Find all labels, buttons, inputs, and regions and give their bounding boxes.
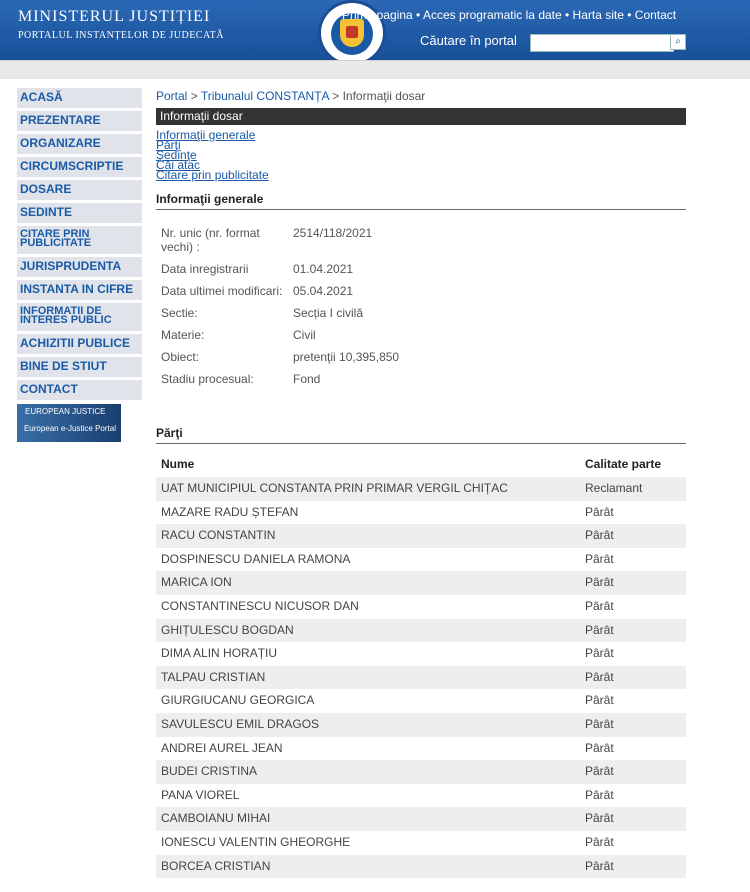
table-row [156, 477, 686, 501]
party-role: Pârât [585, 528, 614, 543]
party-name: BORCEA CRISTIAN [161, 858, 271, 873]
party-name: ANDREI AUREL JEAN [161, 740, 283, 755]
info-row [161, 350, 681, 364]
info-value: 2514/118/2021 [293, 226, 373, 240]
table-row [156, 713, 686, 737]
search-input[interactable] [530, 34, 674, 52]
table-row [156, 619, 686, 643]
info-value: pretenţii 10,395,850 [293, 350, 400, 364]
nav-instanta-in-cifre[interactable]: INSTANTA IN CIFRE [17, 280, 142, 300]
info-value: Fond [293, 372, 321, 386]
party-name: DOSPINESCU DANIELA RAMONA [161, 551, 351, 566]
search-label: Căutare în portal [420, 33, 517, 48]
party-name: MAZARE RADU ȘTEFAN [161, 504, 299, 519]
header-strip [0, 60, 750, 79]
table-row [156, 501, 686, 525]
info-row [161, 262, 681, 276]
parties-table [156, 457, 686, 878]
nav-jurisprudenta[interactable]: JURISPRUDENTA [17, 257, 142, 277]
nav-achizitii[interactable]: ACHIZITII PUBLICE [17, 334, 142, 354]
nav-organizare[interactable]: ORGANIZARE [17, 134, 142, 154]
link-prima-pagina[interactable]: Prima pagina [342, 8, 413, 22]
party-role: Pârât [585, 787, 614, 802]
site-header [0, 0, 750, 60]
info-label: Data inregistrarii [161, 262, 249, 276]
info-row [161, 306, 681, 320]
breadcrumb: Portal > Tribunalul CONSTANȚA > Informaţii dosar [156, 89, 426, 103]
table-row [156, 831, 686, 855]
party-role: Pârât [585, 716, 614, 731]
party-role: Reclamant [585, 481, 643, 495]
info-row [161, 328, 681, 342]
top-links: Prima pagina • Acces programatic la date • Harta site • Contact [342, 8, 677, 22]
ejustice-logo[interactable]: EUROPEAN JUSTICE European e-Justice Portal [17, 404, 121, 442]
party-name: CAMBOIANU MIHAI [161, 811, 271, 826]
nav-citare[interactable]: CITARE PRIN PUBLICITATE [17, 226, 142, 254]
party-name: CONSTANTINESCU NICUSOR DAN [161, 598, 359, 613]
parties-title: Părţi [156, 426, 686, 444]
party-name: PANA VIOREL [161, 787, 240, 802]
party-name: BUDEI CRISTINA [161, 764, 258, 779]
info-label: Materie: [161, 328, 205, 342]
table-row [156, 571, 686, 595]
anchor-citare[interactable]: Citare prin publicitate [156, 168, 269, 182]
table-row [156, 760, 686, 784]
nav-acasa[interactable]: ACASĂ [17, 88, 142, 108]
party-role: Pârât [585, 693, 614, 708]
table-row [156, 689, 686, 713]
brand-subtitle: PORTALUL INSTANȚELOR DE JUDECATĂ [18, 30, 224, 41]
col-name: Nume [161, 457, 195, 471]
breadcrumb-portal[interactable]: Portal [156, 89, 188, 103]
party-role: Pârât [585, 858, 614, 873]
general-title: Informaţii generale [156, 192, 686, 210]
party-role: Pârât [585, 740, 614, 755]
info-label: Sectie: [161, 306, 198, 320]
nav-circumscriptie[interactable]: CIRCUMSCRIPTIE [17, 157, 142, 177]
party-role: Pârât [585, 504, 614, 519]
link-harta-site[interactable]: Harta site [572, 8, 624, 22]
table-row [156, 666, 686, 690]
table-row [156, 524, 686, 548]
info-label: Stadiu procesual: [161, 372, 254, 386]
party-role: Pârât [585, 622, 614, 637]
info-row [161, 372, 681, 386]
info-label: Obiect: [161, 350, 200, 364]
nav-contact[interactable]: CONTACT [17, 380, 142, 400]
info-label: Data ultimei modificari: [161, 284, 283, 298]
nav-prezentare[interactable]: PREZENTARE [17, 111, 142, 131]
table-row [156, 737, 686, 761]
table-row [156, 548, 686, 572]
nav-sedinte[interactable]: SEDINTE [17, 203, 142, 223]
info-value: Civil [293, 328, 316, 342]
search-icon[interactable]: ⌕ [670, 34, 686, 50]
table-row [156, 642, 686, 666]
breadcrumb-court[interactable]: Tribunalul CONSTANȚA [200, 89, 329, 103]
party-role: Pârât [585, 834, 614, 849]
info-value: 01.04.2021 [293, 262, 354, 276]
breadcrumb-current: Informaţii dosar [342, 89, 426, 103]
party-role: Pârât [585, 551, 614, 566]
party-name: RACU CONSTANTIN [161, 528, 276, 543]
party-role: Pârât [585, 764, 614, 779]
party-role: Pârât [585, 575, 614, 590]
nav-bine-de-stiut[interactable]: BINE DE STIUT [17, 357, 142, 377]
party-name: TALPAU CRISTIAN [161, 669, 266, 684]
info-row [161, 226, 681, 254]
table-header [156, 457, 686, 477]
info-label: Nr. unic (nr. format vechi) : [161, 226, 260, 254]
party-name: GHIȚULESCU BOGDAN [161, 622, 294, 637]
anchor-sedinte[interactable]: Şedinţe [156, 148, 197, 162]
info-value: Secția I civilă [293, 306, 364, 320]
party-name: DIMA ALIN HORAȚIU [161, 646, 278, 661]
party-role: Pârât [585, 646, 614, 661]
page-title-bar: Informaţii dosar [156, 108, 686, 125]
party-role: Pârât [585, 811, 614, 826]
anchor-parti[interactable]: Părţi [156, 138, 181, 152]
general-info [161, 226, 681, 394]
info-row [161, 284, 681, 298]
anchor-informatii[interactable]: Informaţii generale [156, 128, 256, 142]
table-row [156, 784, 686, 808]
section-anchors [156, 130, 269, 180]
party-role: Pârât [585, 598, 614, 613]
party-name: UAT MUNICIPIUL CONSTANTA PRIN PRIMAR VERGIL CHIȚAC [161, 481, 508, 495]
party-name: GIURGIUCANU GEORGICA [161, 693, 315, 708]
link-contact[interactable]: Contact [634, 8, 677, 22]
table-row [156, 595, 686, 619]
brand-title[interactable]: MINISTERUL JUSTIȚIEI [18, 8, 211, 25]
sidebar-nav [17, 88, 142, 442]
nav-dosare[interactable]: DOSARE [17, 180, 142, 200]
party-name: IONESCU VALENTIN GHEORGHE [161, 834, 351, 849]
nav-informatii[interactable]: INFORMATII DE INTERES PUBLIC [17, 303, 142, 331]
link-acces-programatic[interactable]: Acces programatic la date [422, 8, 562, 22]
party-name: SAVULESCU EMIL DRAGOS [161, 716, 320, 731]
info-value: 05.04.2021 [293, 284, 354, 298]
party-name: MARICA ION [161, 575, 232, 590]
anchor-cai-atac[interactable]: Căi atac [156, 158, 201, 172]
table-row [156, 855, 686, 879]
col-role: Calitate parte [585, 457, 662, 471]
party-role: Pârât [585, 669, 614, 684]
table-row [156, 807, 686, 831]
